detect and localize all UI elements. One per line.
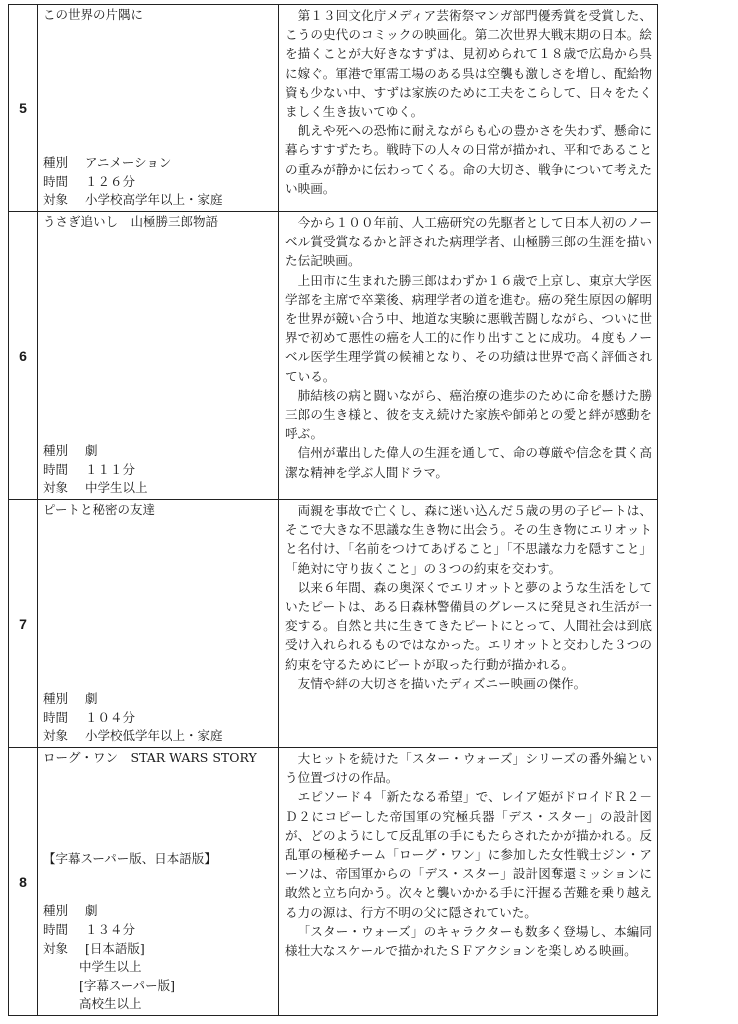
genre-value: アニメーション xyxy=(85,155,172,171)
audience-label: 対象 xyxy=(43,192,69,208)
genre-line xyxy=(43,690,223,709)
duration-line xyxy=(43,709,223,728)
audience-sub-value: 高校生以上 xyxy=(79,996,142,1012)
description-paragraph: 上田市に生まれた勝三郎はわずか１６歳で上京し、東京大学医学部を主席で卒業後、病理学者の道を進む。癌の発生原因の解明を世界が競い合う中、地道な実験に悪戦苦闘しながら、ついに世界で初めて悪性の癌を人工的に作り出すことに成功。４度もノーベル医学生理学賞の候補となり、その功績は世界で高く評価されている。 xyxy=(285,272,652,384)
genre-value: 劇 xyxy=(85,691,98,707)
film-info xyxy=(38,212,279,500)
audience-value: 小学校高学年以上・家庭 xyxy=(85,192,223,208)
film-title: ピートと秘密の友達 xyxy=(43,502,156,517)
film-description xyxy=(279,500,658,748)
audience-label: 対象 xyxy=(43,728,69,744)
duration-label: 時間 xyxy=(43,461,69,477)
description-paragraph: 飢えや死への恐怖に耐えながらも心の豊かさを失わず、懸命に暮らすすずたち。戦時下の人々の日常が描かれ、平和であることの重みが静かに伝わってくる。命の大切さ、戦争について考えたい映画。 xyxy=(285,123,652,196)
genre-line xyxy=(43,442,148,461)
film-title: ローグ・ワン STAR WARS STORY xyxy=(43,750,257,765)
genre-label: 種別 xyxy=(43,691,69,707)
genre-line xyxy=(43,154,223,173)
film-description xyxy=(279,212,658,500)
duration-value: １１１分 xyxy=(85,461,136,477)
audience-label: 対象 xyxy=(43,940,69,956)
film-title: うさぎ追いし 山極勝三郎物語 xyxy=(43,214,219,229)
audience-value: 小学校低学年以上・家庭 xyxy=(85,728,223,744)
film-description xyxy=(279,748,658,1016)
film-number: 7 xyxy=(9,500,38,748)
audience-line xyxy=(43,479,148,498)
audience-jp-label: [日本語版] xyxy=(85,940,145,956)
description-paragraph: 両親を事故で亡くし、森に迷い込んだ５歳の男の子ピートは、そこで大きな不思議な生き物に出会う。その生き物にエリオットと名付け、「名前をつけてあげること」「不思議な力を隠すこと」「絶対に守り抜くこと」の３つの約束を交わす。 xyxy=(285,503,652,576)
duration-value: １２６分 xyxy=(85,173,136,189)
genre-label: 種別 xyxy=(43,903,69,919)
audience-value: 中学生以上 xyxy=(85,480,148,496)
description-paragraph: 第１３回文化庁メディア芸術祭マンガ部門優秀賞を受賞した、こうの史代のコミックの映画化。第二次世界大戦末期の日本。絵を描くことが大好きなすずは、見初められて１８歳で広島から呉に嫁ぐ。軍港で軍需工場のある呉は空襲も激しさを増し、配給物資も少ない中、すずは家族のために工夫をこらして、日々をたくましく生き抜いてゆく。 xyxy=(285,8,652,120)
genre-label: 種別 xyxy=(43,155,69,171)
description-paragraph: 大ヒットを続けた「スター・ウォーズ」シリーズの番外編という位置づけの作品。 xyxy=(285,751,652,786)
duration-value: １３４分 xyxy=(85,922,136,938)
description-paragraph: 信州が輩出した偉人の生涯を通して、命の尊厳や信念を貫く高潔な精神を学ぶ人間ドラマ。 xyxy=(285,445,652,480)
film-number: 5 xyxy=(9,5,38,212)
film-info xyxy=(38,748,279,1016)
film-row xyxy=(9,212,658,500)
duration-line xyxy=(43,461,148,480)
film-title: この世界の片隅に xyxy=(43,7,144,22)
film-meta xyxy=(43,442,148,498)
audience-sub-label: [字幕スーパー版] xyxy=(79,977,176,993)
description-paragraph: 肺結核の病と闘いながら、癌治療の進歩のために命を懸けた勝三郎の生き様と、彼を支え続けた家族や師弟との愛と絆が感動を呼ぶ。 xyxy=(285,387,652,442)
genre-value: 劇 xyxy=(85,903,98,919)
film-row xyxy=(9,748,658,1016)
audience-line xyxy=(43,727,223,746)
duration-label: 時間 xyxy=(43,173,69,189)
film-info xyxy=(38,5,279,212)
audience-line xyxy=(43,940,175,959)
duration-line xyxy=(43,921,175,940)
description-paragraph: エピソード４「新たなる希望」で、レイア姫がドロイドＲ２－Ｄ２にコピーした帝国軍の究極兵器「デス・スター」の設計図が、どのようにして反乱軍の手にもたらされたかが描かれる。反乱軍の極秘チーム「ローグ・ワン」に参加した女性戦士ジン・アーソは、帝国軍からの「デス・スター」設計図奪還ミッションに敢然と立ち向かう。次々と襲いかかる手に汗握る苦難を乗り越える力の源は、行方不明の父に隠されていた。 xyxy=(285,789,652,920)
description-paragraph: 友情や絆の大切さを描いたディズニー映画の傑作。 xyxy=(297,675,587,691)
genre-value: 劇 xyxy=(85,443,98,459)
film-meta xyxy=(43,902,175,1014)
audience-line xyxy=(43,191,223,210)
description-paragraph: 以来６年間、森の奥深くでエリオットと夢のような生活をしていたピートは、ある日森林警備員のグレースに発見され生活が一変する。自然と共に生きてきたピートにとって、人間社会は到底受け入れられるものではなかった。エリオットと交わした３つの約束を守るためにピートが取った行動が描かれる。 xyxy=(285,579,652,672)
duration-line xyxy=(43,173,223,192)
film-list-table xyxy=(8,4,658,1016)
film-number: 6 xyxy=(9,212,38,500)
audience-label: 対象 xyxy=(43,480,69,496)
film-info xyxy=(38,500,279,748)
description-paragraph: 今から１００年前、人工癌研究の先駆者として日本人初のノーベル賞受賞なるかと評された病理学者、山極勝三郎の生涯を描いた伝記映画。 xyxy=(285,215,652,269)
duration-label: 時間 xyxy=(43,922,69,938)
description-paragraph: 「スター・ウォーズ」のキャラクターも数多く登場し、本編同様壮大なスケールで描かれたＳＦアクションを楽しめる映画。 xyxy=(285,923,652,959)
film-meta xyxy=(43,690,223,746)
film-description xyxy=(279,5,658,212)
audience-jp-value: 中学生以上 xyxy=(79,959,142,975)
genre-label: 種別 xyxy=(43,443,69,459)
film-meta xyxy=(43,154,223,210)
film-row xyxy=(9,5,658,212)
film-version: 【字幕スーパー版、日本語版】 xyxy=(43,851,217,866)
duration-label: 時間 xyxy=(43,709,69,725)
duration-value: １０４分 xyxy=(85,709,136,725)
film-number: 8 xyxy=(9,748,38,1016)
film-row xyxy=(9,500,658,748)
genre-line xyxy=(43,902,175,921)
